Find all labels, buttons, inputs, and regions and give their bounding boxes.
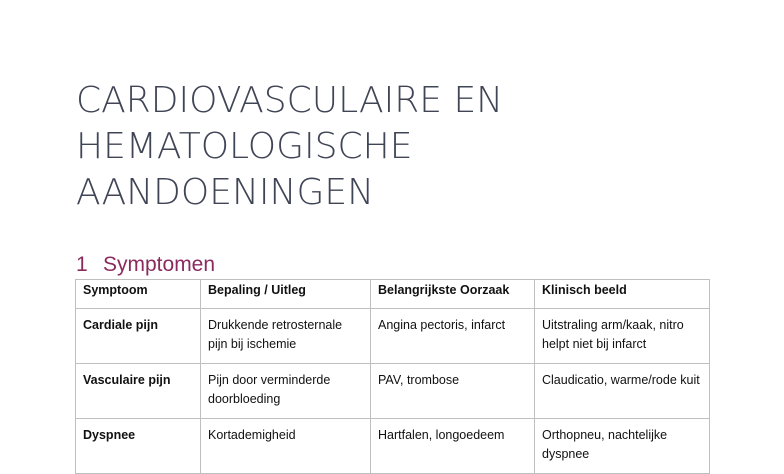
table-cell: Angina pectoris, infarct [371,309,535,364]
title-line: AANDOENINGEN [76,172,375,213]
column-header-oorzaak: Belangrijkste Oorzaak [371,280,535,309]
column-header-bepaling: Bepaling / Uitleg [201,280,371,309]
column-header-klinisch-beeld: Klinisch beeld [535,280,710,309]
section-title: Symptomen [103,253,216,276]
table-cell: Kortademigheid [201,419,371,474]
table-cell: Cardiale pijn [76,309,201,364]
table-cell: Orthopneu, nachtelijke dyspnee [535,419,710,474]
table-cell: Pijn door verminderde doorbloeding [201,364,371,419]
table-header-row [76,280,710,309]
table-row [76,364,710,419]
column-header-symptoom: Symptoom [76,280,201,309]
table-cell: Uitstraling arm/kaak, nitro helpt niet bij infarct [535,309,710,364]
title-line: HEMATOLOGISCHE [76,126,413,167]
symptoms-table [75,279,710,474]
title-line: CARDIOVASCULAIRE EN [76,80,504,121]
table-cell: Drukkende retrosternale pijn bij ischemie [201,309,371,364]
table-cell: Vasculaire pijn [76,364,201,419]
table-row [76,419,710,474]
table-cell: Hartfalen, longoedeem [371,419,535,474]
table-cell: PAV, trombose [371,364,535,419]
section-heading [76,252,215,278]
section-number: 1 [76,253,88,276]
table-cell: Dyspnee [76,419,201,474]
document-title [76,78,503,216]
table-row [76,309,710,364]
table-cell: Claudicatio, warme/rode kuit [535,364,710,419]
